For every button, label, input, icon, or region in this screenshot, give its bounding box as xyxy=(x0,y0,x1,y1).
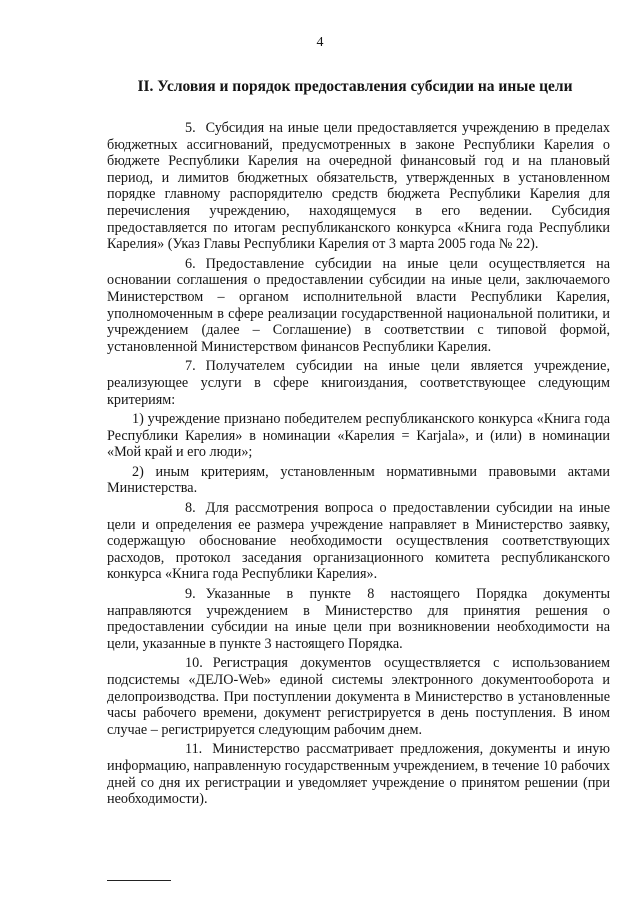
paragraph-number: 6. xyxy=(185,255,196,272)
paragraph-text: Получателем субсидии на иные цели является учреждение, реализующее услуги в сфере книгоиздания, соответствующее следующим критериям: xyxy=(107,358,610,408)
paragraph-number: 11. xyxy=(185,741,203,758)
paragraph-number: 10. xyxy=(185,655,203,672)
footnote-divider xyxy=(107,880,171,881)
paragraph-text: Предоставление субсидии на иные цели осуществляется на основании соглашения о предоставлении субсидии на иные цели, заключаемого Министерством – органом исполнительной власти Республики Карелия, уполномоченным в сфере реализации государственной национальной политики, и учреждением (далее – Соглашение) в соответствии с типовой формой, установленной Министерством финансов Республики Карелия. xyxy=(107,255,610,355)
paragraph-number: 7. xyxy=(185,358,196,375)
paragraph-number: 9. xyxy=(185,586,196,603)
criterion-2 xyxy=(107,464,610,497)
paragraph-text: Для рассмотрения вопроса о предоставлении субсидии на иные цели и определения ее размера учреждение направляет в Министерство заявку, содержащую обоснование необходимости осуществления соответствующих расходов, протокол заседания организационного комитета республиканского конкурса «Книга года Республики Карелия». xyxy=(107,500,610,583)
page-number: 4 xyxy=(316,35,324,50)
paragraph-text: Субсидия на иные цели предоставляется учреждению в пределах бюджетных ассигнований, предусмотренных в законе Республики Карелия о бюджете Республики Карелия на очередной финансовый год и на плановый период, и лимитов бюджетных обязательств, утвержденных в установленном порядке главному распорядителю средств бюджета Республики Карелия для перечисления учреждению, находящемуся в его ведении. Субсидия предоставляется по итогам республиканского конкурса «Книга года Республики Карелия» (Указ Главы Республики Карелия от 3 марта 2005 года № 22). xyxy=(107,120,610,253)
paragraph-5 xyxy=(107,120,610,253)
criterion-1 xyxy=(107,411,610,461)
paragraph-text: Указанные в пункте 8 настоящего Порядка документы направляются учреждением в Министерство для принятия решения о предоставлении субсидии на иные цели при возникновении необходимости на цели, указанные в пункте 3 настоящего Порядка. xyxy=(107,586,610,652)
paragraph-6 xyxy=(107,256,610,356)
document-body xyxy=(107,120,610,811)
paragraph-text: Регистрация документов осуществляется с использованием подсистемы «ДЕЛО-Web» единой системы электронного документооборота и делопроизводства. При поступлении документа в Министерство в установленные часы рабочего времени, документ регистрируется в день поступления. В ином случае – регистрируется следующим рабочим днем. xyxy=(107,655,610,738)
paragraph-number: 5. xyxy=(185,120,196,136)
paragraph-text: Министерство рассматривает предложения, документы и иную информацию, направленную государственным учреждением, в течение 10 рабочих дней со дня их регистрации и уведомляет учреждение о принятом решении (при необходимости). xyxy=(107,741,610,808)
paragraph-9 xyxy=(107,586,610,652)
criterion-text: 2) иным критериям, установленным нормативными правовыми актами Министерства. xyxy=(107,463,610,497)
paragraph-11 xyxy=(107,741,610,807)
paragraph-number: 8. xyxy=(185,500,196,517)
paragraph-10 xyxy=(107,655,610,738)
criterion-text: 1) учреждение признано победителем республиканского конкурса «Книга года Республики Карелия» в номинации «Карелия = Karjala», и (или) в номинации «Мой край и его люди»; xyxy=(107,411,610,461)
paragraph-7 xyxy=(107,358,610,408)
paragraph-8 xyxy=(107,500,610,583)
section-title: II. Условия и порядок предоставления субсидии на иные цели xyxy=(137,78,573,95)
